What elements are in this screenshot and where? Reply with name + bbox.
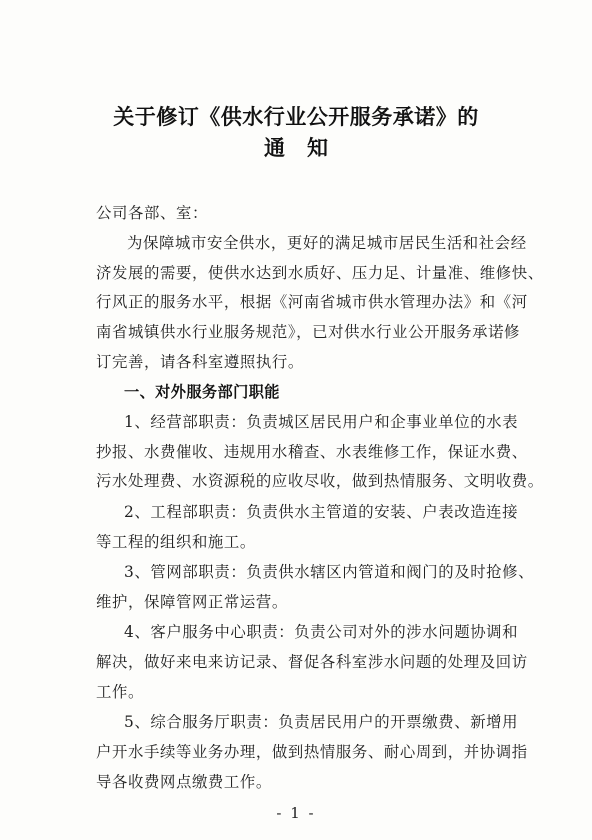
document-title-notice: 通知	[264, 135, 350, 160]
item-line: 等工程的组织和施工。	[96, 533, 256, 551]
intro-line: 订完善，请各科室遵照执行。	[96, 353, 304, 371]
item-line: 5、综合服务厅职责：负责居民用户的开票缴费、新增用	[124, 713, 519, 731]
item-line: 2、工程部职责：负责供水主管道的安装、户表改造连接	[124, 503, 519, 521]
item-line: 1、经营部职责：负责城区居民用户和企事业单位的水表	[124, 413, 519, 431]
item-line: 工作。	[96, 683, 144, 701]
intro-line: 南省城镇供水行业服务规范》，已对供水行业公开服务承诺修	[96, 323, 521, 341]
item-line: 户开水手续等业务办理，做到热情服务、耐心周到，并协调指	[96, 743, 528, 761]
section-heading: 一、对外服务部门职能	[124, 383, 280, 401]
intro-line: 为保障城市安全供水，更好的满足城市居民生活和社会经	[127, 234, 527, 252]
item-line: 污水处理费、水资源税的应收尽收，做到热情服务、文明收费。	[96, 472, 544, 490]
intro-line: 济发展的需要，使供水达到水质好、压力足、计量准、维修快、	[96, 264, 544, 282]
item-line: 解决，做好来电来访记录、督促各科室涉水问题的处理及回访	[96, 653, 528, 671]
document-title: 关于修订《供水行业公开服务承诺》的	[113, 104, 479, 129]
item-line: 维护，保障管网正常运营。	[96, 593, 288, 611]
salutation: 公司各部、室：	[96, 204, 208, 222]
page-number: - 1 -	[276, 804, 316, 822]
item-line: 4、客户服务中心职责：负责公司对外的涉水问题协调和	[124, 623, 519, 641]
intro-line: 行风正的服务水平，根据《河南省城市供水管理办法》和《河	[96, 293, 528, 311]
item-line: 3、管网部职责：负责供水辖区内管道和阀门的及时抢修、	[124, 563, 535, 581]
item-line: 抄报、水费催收、违规用水稽查、水表维修工作，保证水费、	[96, 443, 528, 461]
item-line: 导各收费网点缴费工作。	[96, 773, 272, 791]
